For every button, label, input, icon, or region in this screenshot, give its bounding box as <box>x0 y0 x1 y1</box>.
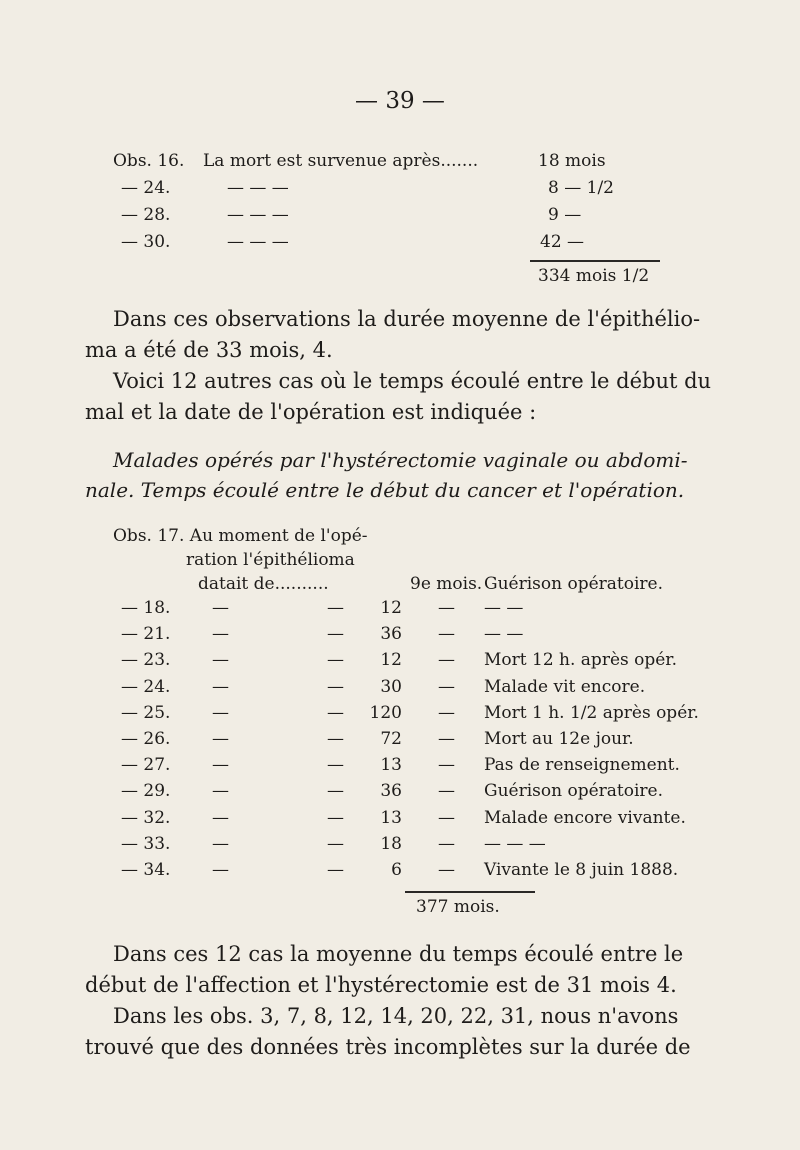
table-row-value: 13 <box>380 808 402 828</box>
table-row-text: La mort est survenue après....... <box>203 151 479 171</box>
obs-first-value: 9e mois. <box>410 574 483 594</box>
table-row-result: Vivante le 8 juin 1888. <box>484 860 679 880</box>
table-row-obs: — 33. <box>121 834 171 854</box>
table-row-obs: — 18. <box>121 598 171 618</box>
paragraph-line: trouvé que des données très incomplètes sur la durée de <box>85 1035 691 1059</box>
table-row-result: Mort au 12e jour. <box>484 729 634 749</box>
table-row-label: — 24. <box>121 178 171 198</box>
table-row-obs: — 26. <box>121 729 171 749</box>
ditto-mark: — <box>212 808 229 828</box>
ditto-mark: — <box>327 624 344 644</box>
table-total: 334 mois 1/2 <box>538 266 650 286</box>
ditto-mark: — <box>327 834 344 854</box>
ditto-mark: — <box>212 755 229 775</box>
ditto-mark: — <box>327 755 344 775</box>
ditto-mark: — <box>212 598 229 618</box>
ditto-mark: — <box>212 781 229 801</box>
table-row-value: 18 <box>380 834 402 854</box>
ditto-mark: — <box>327 677 344 697</box>
table-row-obs: — 29. <box>121 781 171 801</box>
total-rule <box>530 260 660 262</box>
table-row-value: 6 <box>391 860 402 880</box>
italic-heading-line: nale. Temps écoulé entre le début du cancer et l'opération. <box>85 478 685 502</box>
ditto-mark: — <box>212 860 229 880</box>
table-row-value: 72 <box>380 729 402 749</box>
ditto-mark: — <box>327 598 344 618</box>
table-row-result: — — <box>484 624 524 644</box>
italic-heading-line: Malades opérés par l'hystérectomie vaginale ou abdomi- <box>113 448 688 472</box>
table-row-value: 120 <box>369 703 402 723</box>
table-row-obs: — 24. <box>121 677 171 697</box>
ditto-mark: — <box>438 781 455 801</box>
table-row-text: — — — <box>227 232 289 252</box>
ditto-mark: — <box>438 598 455 618</box>
table-row-label: Obs. 16. <box>113 151 185 171</box>
table-row-result: Malade vit encore. <box>484 677 646 697</box>
table-row-label: — 28. <box>121 205 171 225</box>
table-row-value: 36 <box>380 781 402 801</box>
ditto-mark: — <box>438 729 455 749</box>
paragraph-line: début de l'affection et l'hystérectomie est de 31 mois 4. <box>85 973 677 997</box>
table-row-obs: — 34. <box>121 860 171 880</box>
ditto-mark: — <box>212 703 229 723</box>
paragraph-line: Dans les obs. 3, 7, 8, 12, 14, 20, 22, 31, nous n'avons <box>113 1004 679 1028</box>
table-row-obs: — 32. <box>121 808 171 828</box>
table-row-text: — — — <box>227 205 289 225</box>
ditto-mark: — <box>438 860 455 880</box>
table-row-result: Mort 1 h. 1/2 après opér. <box>484 703 699 723</box>
obs-first-line: datait de.......... <box>198 574 329 594</box>
ditto-mark: — <box>327 808 344 828</box>
page-number: — 39 — <box>355 88 445 114</box>
ditto-mark: — <box>327 729 344 749</box>
ditto-mark: — <box>438 808 455 828</box>
table-row-value: 8 — 1/2 <box>548 178 614 198</box>
table-row-result: Pas de renseignement. <box>484 755 680 775</box>
table-row-value: 36 <box>380 624 402 644</box>
table-row-result: — — — <box>484 834 546 854</box>
table-row-value: 30 <box>380 677 402 697</box>
table-row-obs: — 27. <box>121 755 171 775</box>
table-row-text: — — — <box>227 178 289 198</box>
ditto-mark: — <box>212 729 229 749</box>
table-row-value: 12 <box>380 598 402 618</box>
ditto-mark: — <box>438 703 455 723</box>
ditto-mark: — <box>438 650 455 670</box>
obs-first-line: Obs. 17. Au moment de l'opé- <box>113 526 368 546</box>
ditto-mark: — <box>438 624 455 644</box>
paragraph-line: mal et la date de l'opération est indiquée : <box>85 400 537 424</box>
obs-first-result: Guérison opératoire. <box>484 574 663 594</box>
table-row-result: — — <box>484 598 524 618</box>
ditto-mark: — <box>438 677 455 697</box>
ditto-mark: — <box>212 834 229 854</box>
table-row-label: — 30. <box>121 232 171 252</box>
table-row-obs: — 21. <box>121 624 171 644</box>
table-row-value: 12 <box>380 650 402 670</box>
ditto-mark: — <box>438 834 455 854</box>
table-total: 377 mois. <box>416 897 500 917</box>
total-rule <box>405 891 535 893</box>
table-row-value: 18 mois <box>538 151 606 171</box>
table-row-result: Guérison opératoire. <box>484 781 663 801</box>
obs-first-line: ration l'épithélioma <box>186 550 355 570</box>
ditto-mark: — <box>438 755 455 775</box>
ditto-mark: — <box>212 677 229 697</box>
paragraph-line: Dans ces observations la durée moyenne de l'épithélio- <box>113 307 701 331</box>
ditto-mark: — <box>327 650 344 670</box>
table-row-obs: — 23. <box>121 650 171 670</box>
paragraph-line: ma a été de 33 mois, 4. <box>85 338 333 362</box>
ditto-mark: — <box>327 781 344 801</box>
paragraph-line: Dans ces 12 cas la moyenne du temps écoulé entre le <box>113 942 684 966</box>
table-row-obs: — 25. <box>121 703 171 723</box>
ditto-mark: — <box>212 624 229 644</box>
table-row-result: Mort 12 h. après opér. <box>484 650 677 670</box>
table-row-value: 42 — <box>540 232 585 252</box>
paragraph-line: Voici 12 autres cas où le temps écoulé entre le début du <box>113 369 712 393</box>
ditto-mark: — <box>327 860 344 880</box>
table-row-value: 9 — <box>548 205 582 225</box>
ditto-mark: — <box>327 703 344 723</box>
table-row-value: 13 <box>380 755 402 775</box>
ditto-mark: — <box>212 650 229 670</box>
table-row-result: Malade encore vivante. <box>484 808 686 828</box>
